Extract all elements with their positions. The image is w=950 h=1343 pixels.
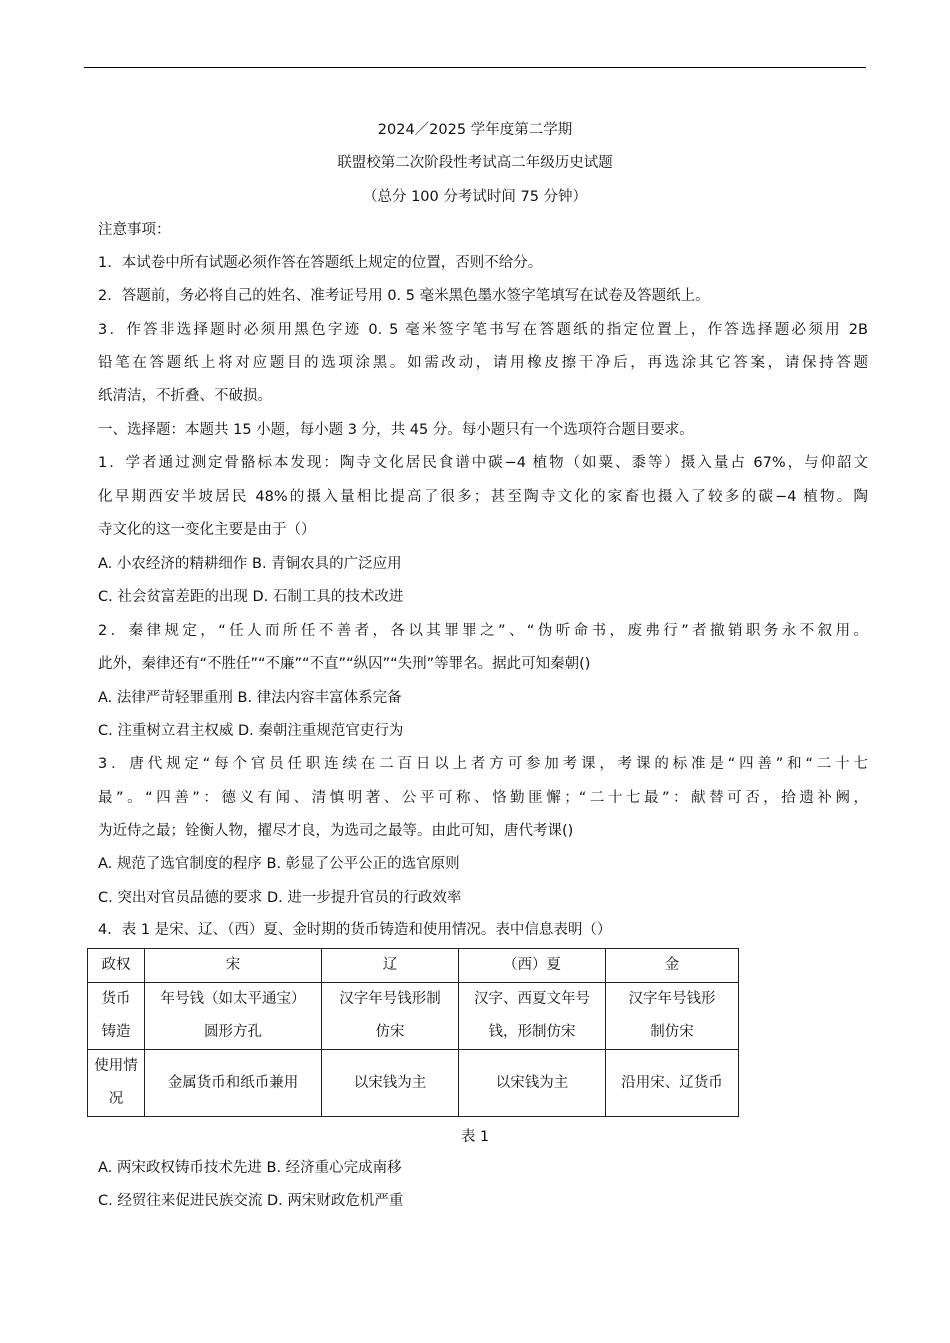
q1-options-ab: A. 小农经济的精耕细作 B. 青铜农具的广泛应用 (98, 556, 402, 572)
table-cell-label (88, 1050, 145, 1117)
table-cell: 金属货币和纸币兼用 (145, 1050, 322, 1117)
q1-options-cd: C. 社会贫富差距的出现 D. 石制工具的技术改进 (98, 589, 404, 605)
table-row (88, 1050, 739, 1117)
q4-options-ab: A. 两宋政权铸币技术先进 B. 经济重心完成南移 (98, 1160, 402, 1176)
notice-item-3-line-3: 纸清洁，不折叠、不破损。 (98, 388, 272, 404)
table-row (88, 983, 739, 1050)
table-header-cell: 宋 (145, 949, 322, 983)
q3-options-ab: A. 规范了选官制度的程序 B. 彰显了公平公正的选官原则 (98, 856, 460, 872)
cell-line: 汉字年号钱形 (628, 991, 716, 1007)
notice-item-1: 1．本试卷中所有试题必须作答在答题纸上规定的位置，否则不给分。 (98, 255, 543, 271)
currency-table (87, 948, 739, 1117)
notice-item-2: 2．答题前，务必将自己的姓名、准考证号用 0. 5 毫米黑色墨水签字笔填写在试卷及答题纸上。 (98, 288, 710, 304)
cell-line: 铸造 (101, 1024, 131, 1040)
table-cell (322, 983, 459, 1050)
q3-options-cd: C. 突出对官员品德的要求 D. 进一步提升官员的行政效率 (98, 890, 462, 906)
q3-line-2: 最”。“四善”：德义有闻、清慎明著、公平可称、恪勤匪懈；“二十七最”：献替可否，拾遗补阙， (98, 790, 868, 806)
q3-line-1: 3．唐代规定“每个官员任职连续在二百日以上者方可参加考课，考课的标准是“四善”和“二十七 (98, 756, 868, 772)
cell-line: 制仿宋 (650, 1024, 694, 1040)
table-cell: 以宋钱为主 (322, 1050, 459, 1117)
cell-line: 货币 (101, 991, 131, 1007)
table-cell: 沿用宋、辽货币 (606, 1050, 739, 1117)
notice-title: 注意事项： (98, 222, 171, 238)
cell-line: 汉字年号钱形制 (339, 991, 441, 1007)
q1-line-2: 化早期西安半坡居民 48%的摄入量相比提高了很多；甚至陶寺文化的家畜也摄入了较多的碳−4 植物。陶 (98, 489, 868, 505)
q2-line-1: 2．秦律规定，“任人而所任不善者，各以其罪罪之”、“伪听命书，废弗行”者撤销职务永不叙用。 (98, 623, 868, 639)
notice-item-3-line-1: 3．作答非选择题时必须用黑色字迹 0. 5 毫米签字笔书写在答题纸的指定位置上，作答选择题必须用 2B (98, 322, 868, 338)
q4-line-1: 4．表 1 是宋、辽、（西）夏、金时期的货币铸造和使用情况。表中信息表明（） (98, 922, 612, 938)
q3-line-3: 为近侍之最；铨衡人物，擢尽才良，为选司之最等。由此可知，唐代考课() (98, 823, 574, 839)
table-cell-label (88, 983, 145, 1050)
table-cell: 以宋钱为主 (459, 1050, 606, 1117)
table-header-cell: 金 (606, 949, 739, 983)
cell-line: 况 (108, 1091, 124, 1107)
cell-line: 年号钱（如太平通宝） (160, 991, 306, 1007)
q1-line-3: 寺文化的这一变化主要是由于（） (98, 522, 316, 538)
top-rule (84, 67, 866, 68)
table-caption: 表 1 (460, 1129, 490, 1145)
header-title: 联盟校第二次阶段性考试高二年级历史试题 (337, 155, 613, 171)
cell-line: 仿宋 (375, 1024, 405, 1040)
q1-line-1: 1．学者通过测定骨骼标本发现：陶寺文化居民食谱中碳−4 植物（如粟、黍等）摄入量占 67%，与仰韶文 (98, 455, 868, 471)
section-heading: 一、选择题：本题共 15 小题，每小题 3 分，共 45 分。每小题只有一个选项符合题目要求。 (98, 422, 694, 438)
q2-options-ab: A. 法律严苛轻罪重刑 B. 律法内容丰富体系完备 (98, 690, 402, 706)
header-term: 2024／2025 学年度第二学期 (377, 122, 573, 138)
cell-line: 使用情 (94, 1058, 138, 1074)
cell-line: 汉字、西夏文年号 (474, 991, 590, 1007)
notice-item-3-line-2: 铅笔在答题纸上将对应题目的选项涂黑。如需改动，请用橡皮擦干净后，再选涂其它答案，请保持答题 (98, 355, 868, 371)
table-header-row (88, 949, 739, 983)
q2-options-cd: C. 注重树立君主权威 D. 秦朝注重规范官吏行为 (98, 723, 404, 739)
table-header-cell: （西）夏 (459, 949, 606, 983)
q2-line-2: 此外，秦律还有“不胜任”“不廉”“不直”“纵囚”“失刑”等罪名。据此可知秦朝() (98, 656, 591, 672)
q4-options-cd: C. 经贸往来促进民族交流 D. 两宋财政危机严重 (98, 1193, 404, 1209)
table-cell (145, 983, 322, 1050)
table-header-cell: 辽 (322, 949, 459, 983)
cell-line: 圆形方孔 (204, 1024, 262, 1040)
table-header-cell: 政权 (88, 949, 145, 983)
table-cell (606, 983, 739, 1050)
cell-line: 钱，形制仿宋 (488, 1024, 576, 1040)
table-cell (459, 983, 606, 1050)
header-info: （总分 100 分考试时间 75 分钟） (362, 189, 588, 205)
